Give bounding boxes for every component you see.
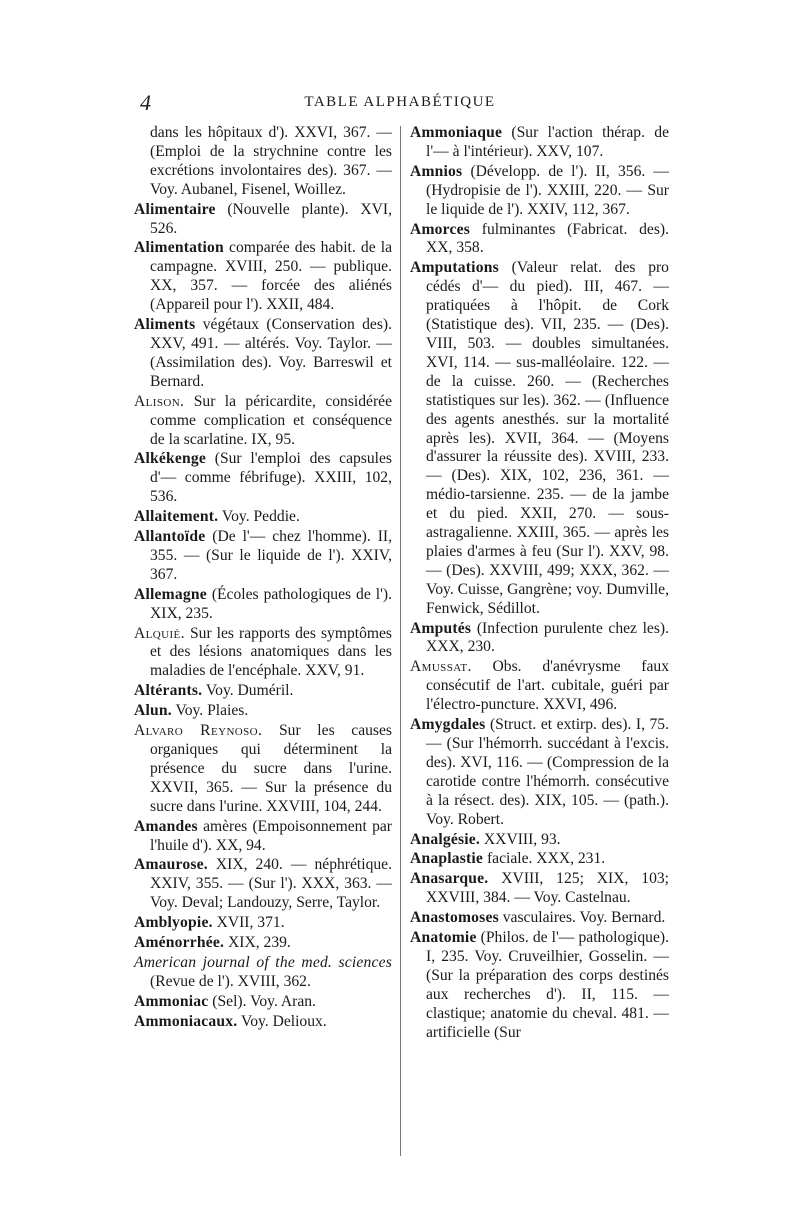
index-entry [410, 831, 669, 850]
index-entry [134, 722, 392, 817]
entry-text: comparée des habit. de la campagne. XVIII, 250. — publique. XX, 357. — forcée des aliénés (Appareil pour l'). XXII, 484. [150, 239, 392, 314]
entry-headword: Allantoïde [134, 528, 206, 546]
entry-headword: Amussat. [410, 658, 472, 676]
index-entry [134, 625, 392, 682]
entry-text: XIX, 240. — néphrétique. XXIV, 355. — (Sur l'). XXX, 363. — Voy. Deval; Landouzy, Serre, Taylor. [150, 856, 392, 912]
entry-headword: Allaitement. [134, 508, 219, 526]
entry-text: Voy. Plaies. [175, 702, 249, 720]
entry-headword: Amputés [410, 619, 472, 637]
entry-headword: Aménorrhée. [134, 934, 225, 952]
entry-text: vasculaires. Voy. Bernard. [502, 909, 666, 927]
entry-headword: Amnios [410, 162, 463, 180]
entry-headword: Anasarque. [410, 870, 489, 888]
entry-headword: Amblyopie. [134, 914, 213, 932]
entry-text: Sur les causes organiques qui déterminent la présence du sucre dans l'urine. XXVII, 365. — Sur la présence du sucre dans l'urine. XXVIII, 104, 244. [150, 722, 392, 815]
entry-text: (Struct. et extirp. des). I, 75. — (Sur l'hémorrh. succédant à l'excis. des). XVI, 116. — (Compression de la carotide contre l'hémorrh. consécutive à la résect. des). XIX, 105. — (path.). Voy. Robert. [426, 716, 669, 828]
index-entry [410, 929, 669, 1042]
running-title: TABLE ALPHABÉTIQUE [304, 94, 496, 110]
entry-headword: Allemagne [134, 585, 207, 603]
index-entry [410, 259, 669, 618]
entry-text: XXVIII, 93. [483, 830, 561, 848]
index-entry [410, 870, 669, 908]
index-entry [134, 954, 392, 992]
entry-text: (Sur l'emploi des capsules d'— comme fébrifuge). XXIII, 102, 536. [150, 450, 392, 506]
page-number: 4 [140, 90, 151, 115]
entry-text: XVIII, 125; XIX, 103; XXVIII, 384. — Voy. Castelnau. [426, 870, 669, 907]
entry-text: (Infection purulente chez les). XXX, 230. [426, 619, 669, 656]
entry-text: Obs. d'anévrysme faux consécutif de l'art. cubitale, guéri par l'électro-puncture. XXVI, 496. [426, 658, 669, 714]
entry-headword: Ammoniac [134, 992, 209, 1010]
entry-text: Voy. Duméril. [205, 682, 294, 700]
index-entry [134, 528, 392, 585]
entry-headword: Amandes [134, 817, 198, 835]
entry-headword: Anaplastie [410, 850, 484, 868]
entry-text: Voy. Peddie. [221, 508, 300, 526]
index-entry [134, 1013, 392, 1032]
index-entry [134, 702, 392, 721]
entry-headword: Aliments [134, 316, 196, 334]
entry-headword: Amaurose. [134, 856, 208, 874]
index-entry [410, 716, 669, 829]
entry-headword: Amputations [410, 259, 499, 277]
index-entry [410, 909, 669, 928]
index-entry [134, 124, 392, 200]
entry-text: (Écoles pathologiques de l'). XIX, 235. [150, 585, 392, 622]
index-entry [410, 620, 669, 658]
index-entry [134, 508, 392, 527]
index-column-left [134, 124, 392, 1033]
entry-text: XIX, 239. [228, 934, 291, 952]
entry-headword: Alun. [134, 702, 172, 720]
column-divider [400, 126, 401, 1156]
entry-headword: Ammoniaque [410, 124, 503, 141]
index-entry [134, 818, 392, 856]
entry-headword: Amygdales [410, 716, 486, 734]
entry-text: Sur les rapports des symptômes et des lésions anatomiques dans les maladies de l'encéphale. XXV, 91. [150, 624, 392, 680]
entry-text: amères (Empoisonnement par l'huile d'). XX, 94. [150, 817, 392, 854]
entry-headword: Alimentaire [134, 200, 216, 218]
index-entry [134, 393, 392, 450]
entry-text: (Développ. de l'). II, 356. — (Hydropisie de l'). XXIII, 220. — Sur le liquide de l'). XXIV, 112, 367. [426, 162, 669, 218]
entry-text: (Sel). Voy. Aran. [212, 992, 316, 1010]
index-entry [134, 201, 392, 239]
index-entry [134, 914, 392, 933]
entry-headword: Alkékenge [134, 450, 206, 468]
index-entry [134, 934, 392, 953]
index-entry [410, 658, 669, 715]
entry-text: (Nouvelle plante). XVI, 526. [150, 200, 392, 237]
entry-text: XVII, 371. [216, 914, 285, 932]
entry-headword: Alvaro Reynoso. [134, 722, 263, 740]
entry-text: (Valeur relat. des pro cédés d'— du pied). III, 467. — pratiquées à l'hôpit. de Cork (Statistique des). VII, 235. — (Des). VIII, 503. — doubles simultanées. XVI, 114. — sus-malléolaire. 122. — de la cuisse. 260. — (Recherches statistiques sur les). 362. — (Influence des agents anesthés. sur la mortalité après les). XVII, 364. — (Moyens d'assurer la réussite des). XVIII, 233. — (Des). XIX, 102, 236, 361. — médio-tarsienne. 235. — de la jambe et du pied. XXII, 270. — sous-astragalienne. XXIII, 365. — après les plaies d'armes à feu (Sur l'). XXV, 98. — (Des). XXVIII, 499; XXX, 362. — Voy. Cuisse, Gangrène; voy. Dumville, Fenwick, Sédillot. [426, 259, 669, 617]
index-entry [134, 856, 392, 913]
entry-text: Sur la péricardite, considérée comme complication et conséquence de la scarlatine. IX, 95. [150, 392, 392, 448]
entry-headword: American journal of the med. sciences [134, 953, 392, 971]
entry-headword: Altérants. [134, 682, 203, 700]
index-entry [134, 316, 392, 392]
entry-headword: Anastomoses [410, 909, 499, 927]
entry-text: (Revue de l'). XVIII, 362. [150, 972, 311, 990]
index-entry [134, 239, 392, 315]
index-entry [410, 850, 669, 869]
index-entry [134, 450, 392, 507]
entry-headword: Analgésie. [410, 830, 481, 848]
index-entry [410, 221, 669, 259]
entry-text: (Sur l'action thérap. de l'— à l'intérieur). XXV, 107. [426, 124, 670, 160]
index-entry [410, 163, 669, 220]
entry-headword: Anatomie [410, 929, 477, 947]
index-entry [410, 124, 669, 162]
entry-text: Voy. Delioux. [240, 1012, 327, 1030]
entry-text: fulminantes (Fabricat. des). XX, 358. [426, 220, 669, 257]
index-entry [134, 993, 392, 1012]
entry-text: (De l'— chez l'homme). II, 355. — (Sur le liquide de l'). XXIV, 367. [150, 528, 392, 583]
entry-headword: Alison. [134, 392, 185, 410]
entry-headword: Alimentation [134, 239, 224, 257]
entry-headword: Amorces [410, 220, 470, 238]
entry-text: faciale. XXX, 231. [486, 850, 606, 868]
index-column-right [410, 124, 669, 1044]
entry-text: (Philos. de l'— pathologique). I, 235. Voy. Cruveilhier, Gosselin. — (Sur la préparation des corps destinés aux recherches d'). II, 115. — clastique; anatomie du cheval. 481. — artificielle (Sur [426, 929, 669, 1041]
entry-headword: Alquié. [134, 624, 185, 642]
entry-text: végétaux (Conservation des). XXV, 491. — altérés. Voy. Taylor. — (Assimilation des). Voy. Barreswil et Bernard. [150, 316, 392, 390]
entry-text: dans les hôpitaux d'). XXVI, 367. — (Emploi de la strychnine contre les excrétions involontaires des). 367. — Voy. Aubanel, Fisenel, Woillez. [150, 124, 392, 198]
entry-headword: Ammoniacaux. [134, 1012, 238, 1030]
index-entry [134, 682, 392, 701]
index-entry [134, 586, 392, 624]
